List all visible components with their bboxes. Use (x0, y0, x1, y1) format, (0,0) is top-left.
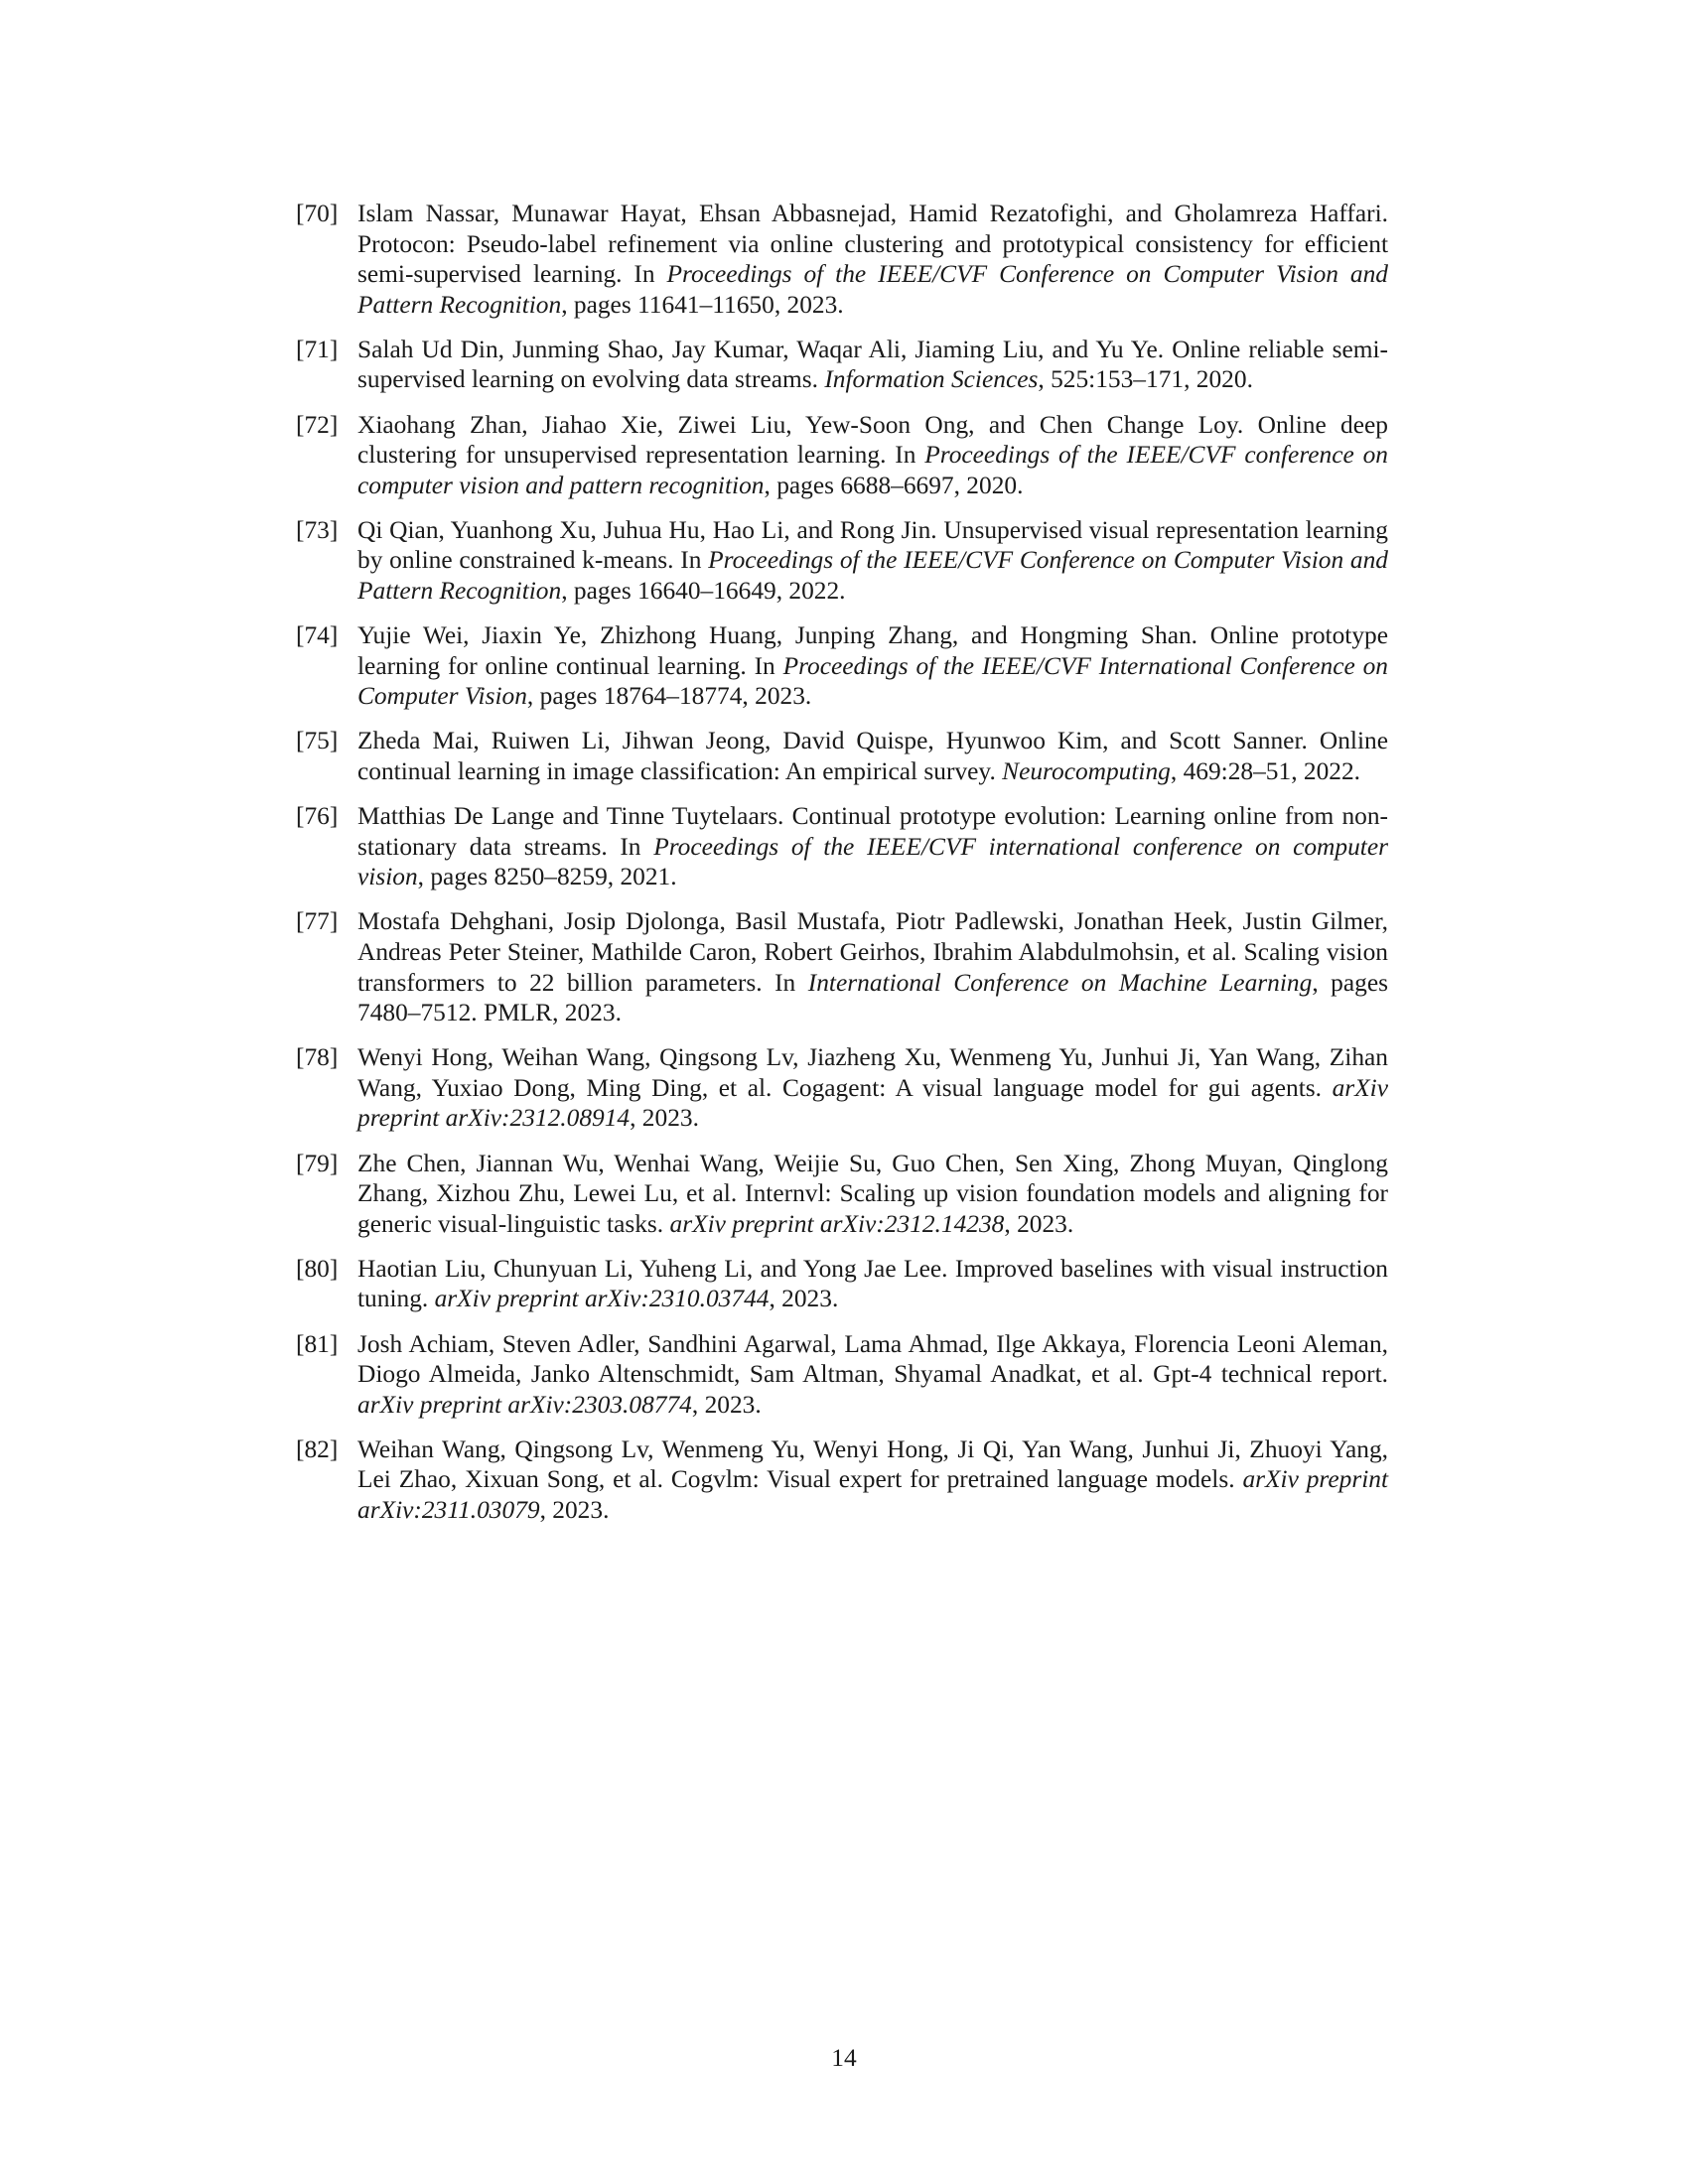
reference-text (357, 410, 1388, 501)
reference-number: [73] (296, 515, 339, 544)
reference-venue: arXiv preprint arXiv:2312.08914 (357, 1073, 1388, 1133)
reference-item-78 (296, 1042, 1388, 1134)
reference-item-82 (296, 1434, 1388, 1526)
reference-authors-title: Mostafa Dehghani, Josip Djolonga, Basil Mustafa, Piotr Padlewski, Jonathan Heek, Justin Gilmer, Andreas Peter Steiner, Mathilde Caron, Robert Geirhos, Ibrahim Alabdulmohsin, et al. Scaling vision transformers to 22 billion parameters. In (357, 907, 1388, 997)
reference-details: , 525:153–171, 2020. (1038, 365, 1253, 394)
reference-venue: Proceedings of the IEEE/CVF Conference on Computer Vision and Pattern Recognition (357, 546, 1388, 606)
reference-text (357, 906, 1388, 1027)
reference-venue: arXiv preprint arXiv:2303.08774 (357, 1390, 692, 1419)
reference-number: [70] (296, 200, 339, 227)
reference-text (357, 726, 1388, 786)
reference-venue: arXiv preprint arXiv:2311.03079 (357, 1465, 1389, 1524)
reference-number: [77] (296, 907, 339, 936)
reference-venue: Proceedings of the IEEE/CVF conference on computer vision and pattern recognition (357, 441, 1388, 499)
reference-item-73 (296, 515, 1388, 607)
reference-number: [75] (296, 727, 339, 755)
reference-authors-title: Yujie Wei, Jiaxin Ye, Zhizhong Huang, Junping Zhang, and Hongming Shan. Online prototype learning for online continual learning. In (357, 621, 1388, 680)
reference-authors-title: Xiaohang Zhan, Jiahao Xie, Ziwei Liu, Yew-Soon Ong, and Chen Change Loy. Online deep clustering for unsupervised representation learning. In (357, 410, 1388, 470)
reference-number: [78] (296, 1043, 339, 1072)
reference-venue: Information Sciences (824, 365, 1039, 394)
reference-list (296, 199, 1388, 1540)
reference-text (357, 199, 1388, 320)
reference-authors-title: Josh Achiam, Steven Adler, Sandhini Agarwal, Lama Ahmad, Ilge Akkaya, Florencia Leoni Aleman, Diogo Almeida, Janko Altenschmidt, Sam Altman, Shyamal Anadkat, et al. Gpt-4 technical report. (357, 1329, 1388, 1389)
reference-authors-title: Salah Ud Din, Junming Shao, Jay Kumar, Waqar Ali, Jiaming Liu, and Yu Ye. Online reliable semi-supervised learning on evolving data streams. (357, 335, 1388, 394)
reference-authors-title: Qi Qian, Yuanhong Xu, Juhua Hu, Hao Li, and Rong Jin. Unsupervised visual representation learning by online constrained k-means. In (357, 515, 1388, 575)
reference-text (357, 1254, 1388, 1314)
reference-item-81 (296, 1329, 1388, 1421)
reference-venue: Neurocomputing (1002, 757, 1171, 785)
reference-item-74 (296, 620, 1388, 712)
reference-text (357, 1042, 1388, 1134)
reference-details: , 2023. (769, 1285, 839, 1313)
reference-venue: Proceedings of the IEEE/CVF International Conference on Computer Vision (357, 651, 1388, 711)
reference-authors-title: Matthias De Lange and Tinne Tuytelaars. Continual prototype evolution: Learning online from non-stationary data streams. In (357, 802, 1388, 861)
reference-item-76 (296, 801, 1388, 892)
reference-venue: arXiv preprint arXiv:2312.14238 (669, 1209, 1005, 1238)
reference-number: [76] (296, 802, 339, 831)
reference-authors-title: Weihan Wang, Qingsong Lv, Wenmeng Yu, Wenyi Hong, Ji Qi, Yan Wang, Junhui Ji, Zhuoyi Yang, Lei Zhao, Xixuan Song, et al. Cogvlm: Visual expert for pretrained language models. (357, 1434, 1388, 1494)
reference-item-75 (296, 726, 1388, 786)
reference-text (357, 335, 1388, 395)
reference-details: , 2023. (539, 1495, 610, 1524)
reference-number: [72] (296, 410, 339, 439)
reference-authors-title: Zheda Mai, Ruiwen Li, Jihwan Jeong, David Quispe, Hyunwoo Kim, and Scott Sanner. Online continual learning in image classification: An empirical survey. (357, 727, 1388, 785)
reference-details: , pages 11641–11650, 2023. (561, 290, 844, 319)
reference-number: [81] (296, 1329, 339, 1358)
reference-text (357, 515, 1388, 607)
reference-number: [71] (296, 335, 339, 363)
reference-number: [79] (296, 1149, 339, 1177)
reference-venue: arXiv preprint arXiv:2310.03744 (434, 1285, 770, 1313)
reference-authors-title: Haotian Liu, Chunyuan Li, Yuheng Li, and Yong Jae Lee. Improved baselines with visual instruction tuning. (357, 1254, 1388, 1313)
reference-item-80 (296, 1254, 1388, 1314)
reference-authors-title: Islam Nassar, Munawar Hayat, Ehsan Abbasnejad, Hamid Rezatofighi, and Gholamreza Haffari. Protocon: Pseudo-label refinement via online clustering and prototypical consistency for efficient semi-supervised learning. In (357, 200, 1388, 289)
reference-number: [82] (296, 1434, 339, 1463)
reference-authors-title: Zhe Chen, Jiannan Wu, Wenhai Wang, Weijie Su, Guo Chen, Sen Xing, Zhong Muyan, Qinglong Zhang, Xizhou Zhu, Lewei Lu, et al. Internvl: Scaling up vision foundation models and aligning for generic visual-linguistic tasks. (357, 1149, 1388, 1238)
reference-text (357, 1329, 1388, 1421)
reference-item-77 (296, 906, 1388, 1027)
reference-item-70 (296, 199, 1388, 320)
reference-text (357, 1149, 1388, 1240)
reference-details: , pages 6688–6697, 2020. (764, 471, 1024, 499)
reference-venue: International Conference on Machine Learning (807, 968, 1313, 997)
reference-details: , pages 16640–16649, 2022. (561, 577, 846, 606)
reference-item-71 (296, 335, 1388, 395)
reference-details: , pages 18764–18774, 2023. (526, 682, 812, 711)
reference-venue: Proceedings of the IEEE/CVF Conference on Computer Vision and Pattern Recognition (357, 260, 1389, 319)
reference-details: , pages 7480–7512. PMLR, 2023. (357, 968, 1388, 1027)
reference-details: , 2023. (1004, 1209, 1074, 1238)
reference-text (357, 1434, 1388, 1526)
reference-details: , 469:28–51, 2022. (1170, 757, 1361, 785)
reference-item-79 (296, 1149, 1388, 1240)
reference-item-72 (296, 410, 1388, 501)
reference-text (357, 620, 1388, 712)
reference-number: [74] (296, 621, 339, 650)
reference-text (357, 801, 1388, 892)
reference-number: [80] (296, 1254, 339, 1283)
reference-venue: Proceedings of the IEEE/CVF international conference on computer vision (357, 832, 1388, 891)
reference-details: , 2023. (630, 1104, 699, 1133)
reference-details: , 2023. (691, 1390, 762, 1419)
reference-details: , pages 8250–8259, 2021. (417, 863, 677, 891)
page-number: 14 (831, 2044, 857, 2072)
reference-authors-title: Wenyi Hong, Weihan Wang, Qingsong Lv, Jiazheng Xu, Wenmeng Yu, Junhui Ji, Yan Wang, Zihan Wang, Yuxiao Dong, Ming Ding, et al. Cogagent: A visual language model for gui agents. (357, 1043, 1388, 1102)
